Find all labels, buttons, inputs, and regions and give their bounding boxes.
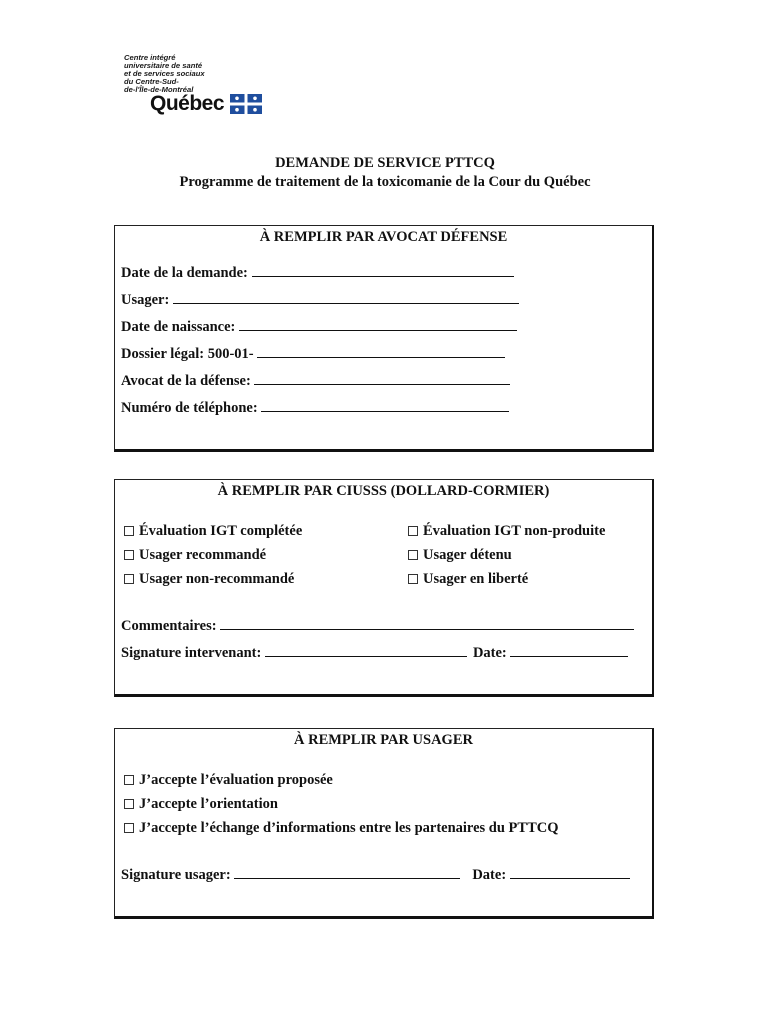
field-label: Date de la demande: <box>121 265 252 281</box>
checkbox[interactable] <box>124 550 134 560</box>
form-subtitle: Programme de traitement de la toxicomanie de la Cour du Québec <box>179 174 591 190</box>
checkbox[interactable] <box>408 574 418 584</box>
checkbox-user-detained[interactable] <box>408 547 512 564</box>
logo-line: universitaire de santé <box>124 61 203 71</box>
request-date-field[interactable] <box>121 264 514 282</box>
form-title: DEMANDE DE SERVICE PTTCQ <box>275 155 495 171</box>
field-label: Avocat de la défense: <box>121 373 255 389</box>
checkbox-label: Usager recommandé <box>139 547 267 563</box>
logo-line: du Centre-Sud- <box>124 77 179 87</box>
section-defense-lawyer <box>114 225 654 452</box>
checkbox-label: Usager détenu <box>423 547 512 563</box>
section-user <box>114 728 654 919</box>
checkbox-user-released[interactable] <box>408 571 528 588</box>
blank-line[interactable] <box>239 318 517 331</box>
blank-line[interactable] <box>257 345 505 358</box>
quebec-logo <box>124 54 264 120</box>
logo-line: et de services sociaux <box>124 69 205 79</box>
blank-line[interactable] <box>220 617 634 630</box>
blank-line[interactable] <box>252 264 514 277</box>
logo-line: de-l'Île-de-Montréal <box>124 85 194 95</box>
checkbox-label: Usager non-recommandé <box>139 571 295 587</box>
phone-number-field[interactable] <box>121 399 509 417</box>
checkbox-user-not-recommended[interactable] <box>124 571 294 588</box>
fleurdelise-flag-icon <box>230 94 262 114</box>
field-label: Date: <box>472 867 510 883</box>
checkbox-accept-info-exchange[interactable] <box>124 820 559 837</box>
field-label: Usager: <box>121 292 173 308</box>
checkbox-igt-not-produced[interactable] <box>408 523 605 540</box>
field-label: Commentaires: <box>121 618 221 634</box>
checkbox[interactable] <box>124 526 134 536</box>
blank-line[interactable] <box>173 291 519 304</box>
field-label: Signature usager: <box>121 867 235 883</box>
checkbox-igt-completed[interactable] <box>124 523 302 540</box>
blank-line[interactable] <box>265 644 467 657</box>
checkbox[interactable] <box>408 526 418 536</box>
user-field[interactable] <box>121 291 519 309</box>
defense-lawyer-field[interactable] <box>121 372 510 390</box>
checkbox-user-recommended[interactable] <box>124 547 266 564</box>
checkbox[interactable] <box>124 574 134 584</box>
checkbox-label: Évaluation IGT non-produite <box>423 523 606 539</box>
blank-line[interactable] <box>254 372 510 385</box>
legal-file-field[interactable] <box>121 345 505 363</box>
field-label: Numéro de téléphone: <box>121 400 262 416</box>
section-title: À REMPLIR PAR AVOCAT DÉFENSE <box>259 229 508 245</box>
checkbox-label: J’accepte l’échange d’informations entre les partenaires du PTTCQ <box>139 820 559 836</box>
blank-line[interactable] <box>261 399 509 412</box>
section-title: À REMPLIR PAR USAGER <box>294 732 473 748</box>
blank-line[interactable] <box>510 866 630 879</box>
signature-user-field[interactable] <box>121 866 630 884</box>
comments-field[interactable] <box>121 617 634 635</box>
checkbox-label: Évaluation IGT complétée <box>139 523 303 539</box>
section-ciusss <box>114 479 654 697</box>
field-label: Signature intervenant: <box>121 645 265 661</box>
field-label: Dossier légal: 500-01- <box>121 346 258 362</box>
blank-line[interactable] <box>510 644 628 657</box>
logo-line: Centre intégré <box>124 53 176 62</box>
checkbox-label: Usager en liberté <box>423 571 529 587</box>
logo-organization-text <box>124 54 264 94</box>
checkbox-label: J’accepte l’orientation <box>139 796 278 812</box>
checkbox[interactable] <box>408 550 418 560</box>
section-title: À REMPLIR PAR CIUSSS (DOLLARD-CORMIER) <box>217 483 550 499</box>
checkbox[interactable] <box>124 799 134 809</box>
field-label: Date de naissance: <box>121 319 240 335</box>
checkbox-accept-evaluation[interactable] <box>124 772 333 789</box>
blank-line[interactable] <box>234 866 460 879</box>
signature-caseworker-field[interactable] <box>121 644 628 662</box>
field-label: Date: <box>472 645 511 661</box>
birth-date-field[interactable] <box>121 318 517 336</box>
checkbox[interactable] <box>124 775 134 785</box>
checkbox-label: J’accepte l’évaluation proposée <box>139 772 333 788</box>
checkbox-accept-orientation[interactable] <box>124 796 278 813</box>
logo-wordmark: Québec <box>150 92 225 115</box>
checkbox[interactable] <box>124 823 134 833</box>
